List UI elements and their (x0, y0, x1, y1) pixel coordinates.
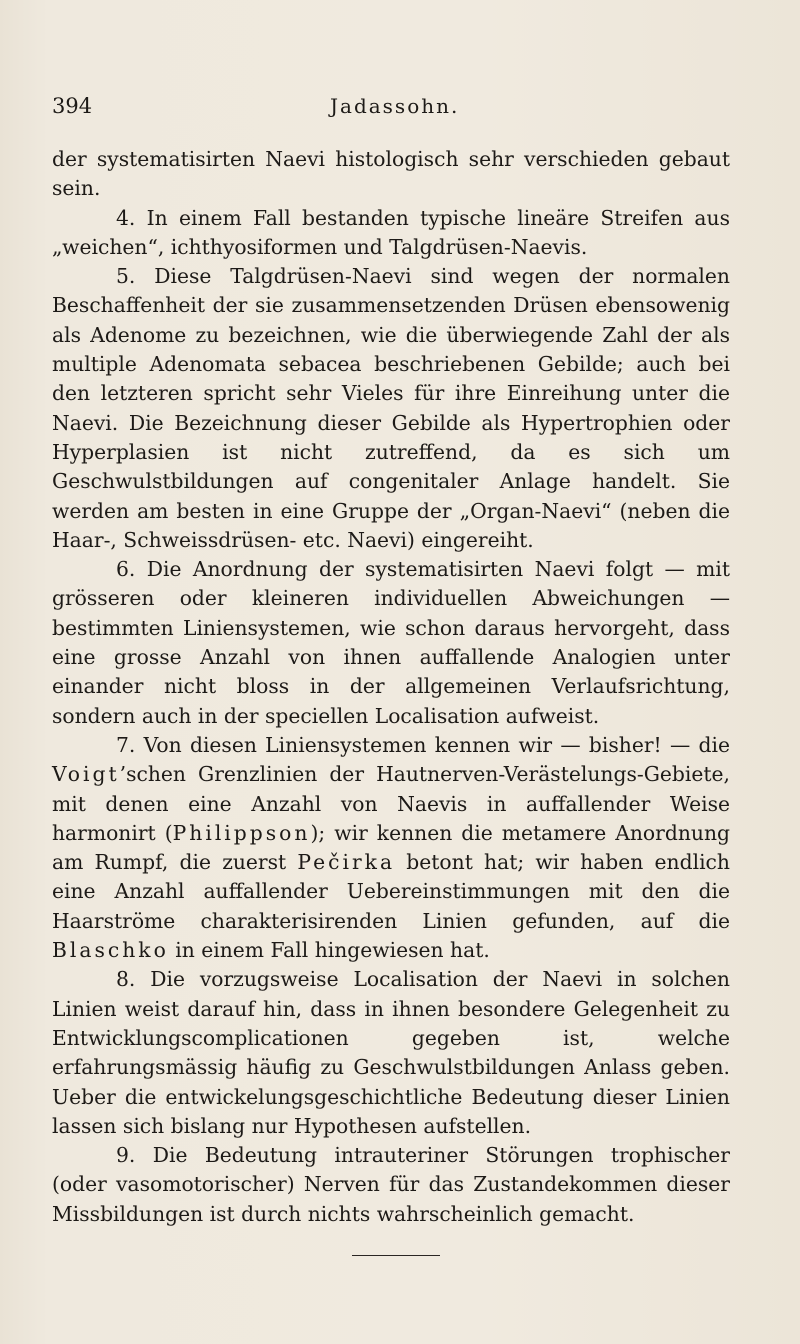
paragraph-9 (52, 1141, 730, 1229)
page-number: 394 (52, 94, 93, 118)
end-rule (352, 1255, 440, 1256)
text-segment: 8. Die vorzugsweise Localisation der Naevi in solchen Linien weist darauf hin, dass in ihnen besondere Gelegenheit zu Entwicklungscomplicationen gegeben ist, welche erfahrungsmässig häufig zu Geschwulstbildungen Anlass geben. Ueber die entwickelungsgeschichtliche Bedeutung dieser Linien lassen sich bislang nur Hypothesen aufstellen. (52, 967, 730, 1138)
text-segment: 9. Die Bedeutung intrauteriner Störungen trophischer (oder vasomotorischer) Nerven für das Zustandekommen dieser Missbildungen ist durch nichts wahrscheinlich gemacht. (52, 1143, 730, 1226)
text-segment: 7. Von diesen Liniensystemen kennen wir — bisher! — die (116, 732, 730, 757)
body-text (52, 145, 730, 1229)
page-header (52, 94, 730, 124)
paragraph-continuation (52, 145, 730, 204)
author-name: Philippson (172, 820, 311, 845)
text-segment: 6. Die Anordnung der systematisirten Naevi folgt — mit grösseren oder kleineren individuellen Abweichungen — bestimmten Liniensystemen, wie schon daraus hervorgeht, dass eine grosse Anzahl von ihnen auffallende Analogien unter einander nicht bloss in der allgemeinen Verlaufsrichtung, sondern auch in der speciellen Localisation aufweist. (52, 557, 730, 728)
running-head: Jadassohn. (330, 94, 460, 118)
text-segment: betont hat; wir haben endlich eine Anzahl auffallender Uebereinstimmungen mit den die Haarströme charakterisirenden Linien gefunden, auf die (52, 850, 730, 933)
author-name: Blaschko (52, 938, 169, 963)
paragraph-8 (52, 965, 730, 1141)
text-segment: ); wir kennen die metamere Anordnung am Rumpf, die zuerst (52, 820, 730, 875)
text-segment: der systematisirten Naevi histologisch sehr verschieden gebaut sein. (52, 147, 730, 201)
author-name: Voigt (52, 762, 120, 787)
text-segment: 5. Diese Talgdrüsen-Naevi sind wegen der normalen Beschaffenheit der sie zusammensetzenden Drüsen ebensowenig als Adenome zu bezeichnen, wie die überwiegende Zahl der als multiple Adenomata sebacea beschriebenen Gebilde; auch bei den letzteren spricht sehr Vieles für ihre Einreihung unter die Naevi. Die Bezeichnung dieser Gebilde als Hypertrophien oder Hyperplasien ist nicht zutreffend, da es sich um Geschwulstbildungen auf congenitaler Anlage handelt. Sie werden am besten in eine Gruppe der „Organ-Naevi“ (neben die Haar-, Schweissdrüsen- etc. Naevi) eingereiht. (52, 264, 730, 552)
text-segment: in einem Fall hingewiesen hat. (168, 938, 490, 963)
text-segment: ’schen Grenzlinien der Hautnerven-Verästelungs-Gebiete, mit denen eine Anzahl von Naevis in auffallender Weise harmonirt ( (52, 762, 730, 845)
author-name: Pečirka (297, 850, 396, 875)
paragraph-7 (52, 731, 730, 965)
text-segment: 4. In einem Fall bestanden typische lineäre Streifen aus „weichen“, ichthyosiformen und Talgdrüsen-Naevis. (52, 205, 730, 259)
paragraph-4 (52, 204, 730, 263)
paragraph-6 (52, 555, 730, 731)
paragraph-5 (52, 262, 730, 555)
